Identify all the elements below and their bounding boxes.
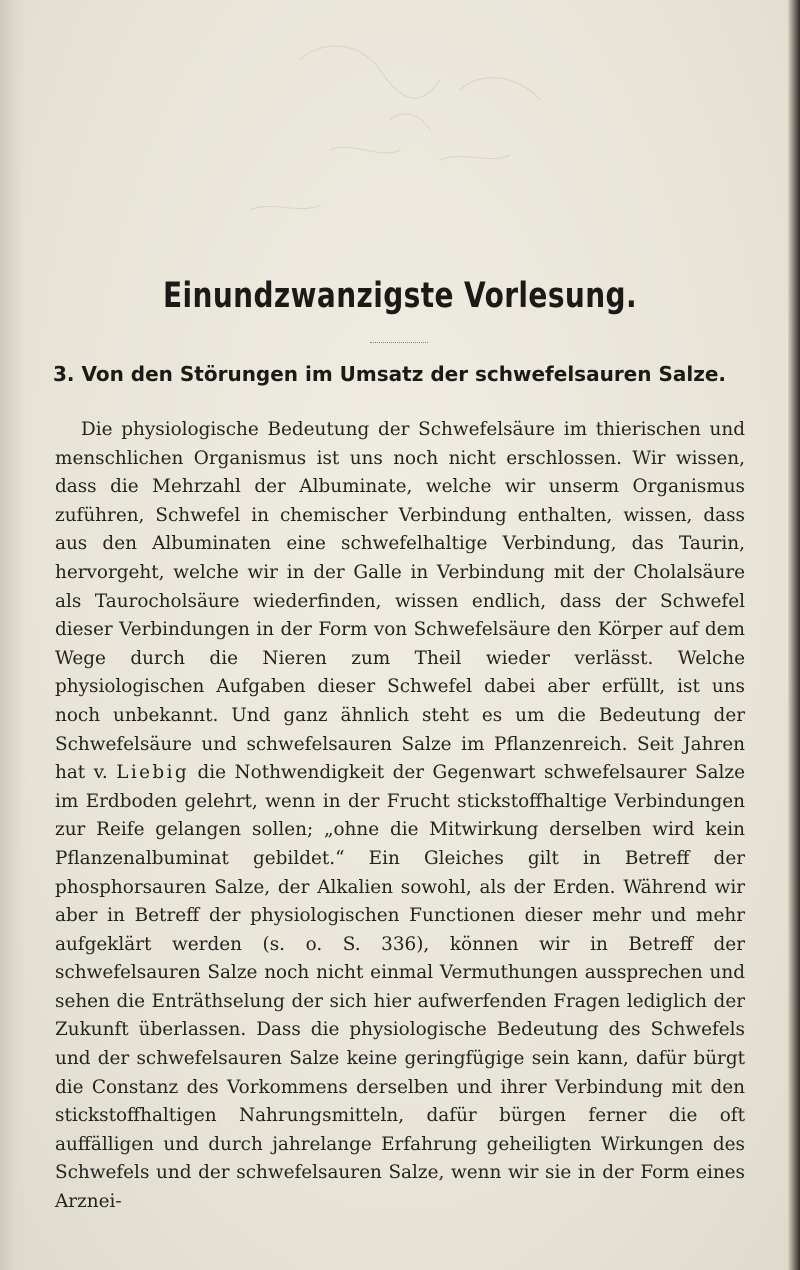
body-paragraph [55, 416, 745, 1217]
author-name-liebig: Liebig [116, 762, 190, 784]
section-heading: 3. Von den Störungen im Umsatz der schwefelsauren Salze. [53, 362, 727, 386]
chapter-title: Einundzwanzigste Vorlesung. [162, 276, 638, 316]
paragraph-text-2: die Nothwendigkeit der Gegenwart schwefelsaurer Salze im Erdboden gelehrt, wenn in der Frucht stickstoffhaltige Verbindungen zur Reife gelangen sollen; „ohne die Mitwirkung derselben wird kein Pflanzenalbuminat gebildet.“ Ein Gleiches gilt in Betreff der phosphorsauren Salze, der Alkalien sowohl, als der Erden. Während wir aber in Betreff der physiologischen Functionen dieser mehr und mehr aufgeklärt werden (s. o. S. 336), können wir in Betreff der schwefelsauren Salze noch nicht einmal Vermuthungen aussprechen und sehen die Enträthselung der sich hier aufwerfenden Fragen lediglich der Zukunft überlassen. Dass die physiologische Bedeutung des Schwefels und der schwefelsauren Salze keine geringfügige sein kann, dafür bürgt die Constanz des Vorkommens derselben und ihrer Verbindung mit den stickstoffhaltigen Nahrungsmitteln, dafür bürgen ferner die oft auffälligen und durch jahrelange Erfahrung geheiligten Wirkungen des Schwefels und der schwefelsauren Salze, wenn wir sie in der Form eines Arznei- [55, 762, 745, 1213]
divider-rule [370, 342, 428, 343]
show-through-bleed [0, 0, 800, 280]
paragraph-text-1: Die physiologische Bedeutung der Schwefelsäure im thierischen und menschlichen Organismus ist uns noch nicht erschlossen. Wir wissen, dass die Mehrzahl der Albuminate, welche wir unserm Organismus zuführen, Schwefel in chemischer Verbindung enthalten, wissen, dass aus den Albuminaten eine schwefelhaltige Verbindung, das Taurin, hervorgeht, welche wir in der Galle in Verbindung mit der Cholalsäure als Taurocholsäure wiederfinden, wissen endlich, dass der Schwefel dieser Verbindungen in der Form von Schwefelsäure den Körper auf dem Wege durch die Nieren zum Theil wieder verlässt. Welche physiologischen Aufgaben dieser Schwefel dabei aber erfüllt, ist uns noch unbekannt. Und ganz ähnlich steht es um die Bedeutung der Schwefelsäure und schwefelsauren Salze im Pflanzenreich. Seit Jahren hat v. [55, 419, 745, 784]
